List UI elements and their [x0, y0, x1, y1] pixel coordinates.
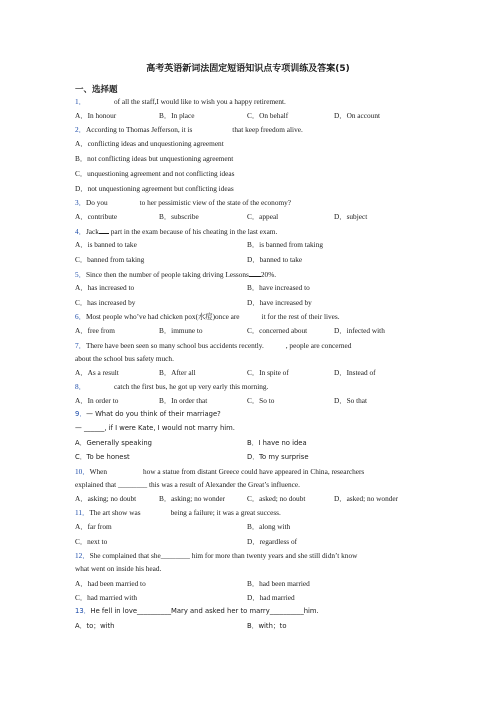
question-text: part in the exam because of his cheating in the last exam.	[110, 227, 278, 236]
option-b[interactable]: B．along with	[247, 522, 291, 531]
question-text: He fell in love__________Mary and asked her to marry__________him.	[90, 607, 319, 615]
option-b[interactable]: B．I have no idea	[247, 439, 307, 447]
question-number: 3．	[75, 198, 86, 207]
option-b[interactable]: B．subscribe	[159, 212, 199, 221]
option-c[interactable]: C．In spite of	[247, 368, 289, 377]
question-number: 1．	[75, 97, 86, 106]
question-number: 9．	[75, 410, 87, 418]
question-number: 7．	[75, 341, 86, 350]
question-number: 11．	[75, 508, 90, 517]
answer-blank	[99, 226, 109, 234]
question-text-continued: explained that ________ this was a result of Alexander the Great’s influence.	[75, 480, 300, 489]
option-c[interactable]: C．next to	[75, 537, 108, 546]
option-a[interactable]: A．In honour	[75, 111, 117, 120]
question-8	[75, 382, 268, 391]
answer-blank	[249, 269, 261, 277]
question-text: catch the first bus, he got up very early this morning.	[113, 382, 269, 391]
question-10	[75, 467, 364, 476]
question-number: 12．	[75, 551, 90, 560]
question-text: The art show was	[89, 508, 141, 517]
question-text: that keep freedom alive.	[232, 125, 303, 134]
option-c[interactable]: C．To be honest	[75, 453, 130, 461]
question-2	[75, 125, 303, 134]
question-13	[75, 607, 319, 616]
question-text: Jack	[85, 227, 99, 236]
question-text: Since then the number of people taking driving Lessons	[85, 270, 249, 279]
option-b[interactable]: B．In order that	[159, 396, 208, 405]
question-number: 5．	[75, 270, 86, 279]
option-d[interactable]: D．infected with	[334, 326, 385, 335]
option-a[interactable]: A．to；with	[75, 622, 115, 630]
question-text-continued: about the school bus safety much.	[75, 354, 174, 363]
question-text: being a failure; it was a great success.	[170, 508, 281, 517]
option-a[interactable]: A．far from	[75, 522, 112, 531]
question-number: 13．	[75, 607, 91, 615]
option-a[interactable]: A．asking; no doubt	[75, 494, 137, 503]
question-text: , people are concerned	[285, 341, 352, 350]
option-d[interactable]: D．Instead of	[334, 368, 376, 377]
question-9	[75, 410, 221, 419]
question-7	[75, 341, 351, 350]
option-b[interactable]: B．with；to	[247, 622, 287, 630]
question-text: According to Thomas Jefferson, it is	[85, 125, 193, 134]
option-a[interactable]: A．is banned to take	[75, 240, 137, 249]
question-text: Most people who’ve had chicken pox(水痘)once are	[85, 312, 240, 321]
option-d[interactable]: D．have increased by	[247, 298, 312, 307]
question-text: Do you	[85, 198, 108, 207]
document-title: 高考英语新词法固定短语知识点专项训练及答案(5)	[146, 64, 350, 74]
option-a[interactable]: A．In order to	[75, 396, 119, 405]
option-d[interactable]: D．So that	[334, 396, 368, 405]
question-6	[75, 312, 340, 321]
option-b[interactable]: B．immune to	[159, 326, 203, 335]
option-b[interactable]: B．had been married	[247, 579, 310, 588]
option-d[interactable]: D．subject	[334, 212, 368, 221]
option-a[interactable]: A．contribute	[75, 212, 118, 221]
question-text: to her pessimistic view of the state of the economy?	[139, 198, 292, 207]
section-heading: 一、选择题	[75, 85, 118, 95]
option-a[interactable]: A．free from	[75, 326, 115, 335]
option-d[interactable]: D．regardless of	[247, 537, 298, 546]
question-11	[75, 508, 281, 517]
option-c[interactable]: C．asked; no doubt	[247, 494, 306, 503]
question-number: 6．	[75, 312, 86, 321]
question-text-continued: what went on inside his head.	[75, 564, 162, 573]
option-a[interactable]: A．conflicting ideas and unquestioning agreement	[75, 139, 224, 148]
question-number: 4．	[75, 227, 86, 236]
option-b[interactable]: B．not conflicting ideas but unquestioning agreement	[75, 154, 234, 163]
option-c[interactable]: C．On behalf	[247, 111, 289, 120]
question-text: of all the staff,I would like to wish you a happy retirement.	[113, 97, 286, 106]
question-1	[75, 97, 286, 106]
option-c[interactable]: C．unquestioning agreement and not conflicting ideas	[75, 169, 235, 178]
question-5	[75, 269, 276, 279]
option-c[interactable]: C．appeal	[247, 212, 279, 221]
question-number: 8．	[75, 382, 86, 391]
option-b[interactable]: B．After all	[159, 368, 196, 377]
option-b[interactable]: B．have increased to	[247, 283, 310, 292]
option-d[interactable]: D．asked; no wonder	[334, 494, 399, 503]
option-a[interactable]: A．had been married to	[75, 579, 146, 588]
question-text: When	[89, 467, 108, 476]
option-d[interactable]: D．To my surprise	[247, 453, 309, 461]
question-3	[75, 198, 291, 207]
question-number: 2．	[75, 125, 86, 134]
question-text: She complained that she________ him for more than twenty years and she still didn’t know	[89, 551, 358, 560]
option-b[interactable]: B．is banned from taking	[247, 240, 323, 249]
option-b[interactable]: B．In place	[159, 111, 195, 120]
option-a[interactable]: A．Generally speaking	[75, 439, 152, 447]
option-a[interactable]: A．As a result	[75, 368, 119, 377]
question-number: 10．	[75, 467, 90, 476]
option-d[interactable]: D．banned to take	[247, 255, 303, 264]
question-12	[75, 551, 357, 560]
option-c[interactable]: C．So to	[247, 396, 275, 405]
question-text: 20%.	[260, 270, 277, 279]
question-text: it for the rest of their lives.	[261, 312, 340, 321]
question-text: how a statue from distant Greece could have appeared in China, researchers	[143, 467, 365, 476]
option-d[interactable]: D．had married	[247, 593, 295, 602]
option-c[interactable]: C．concerned about	[247, 326, 308, 335]
option-d[interactable]: D．On account	[334, 111, 380, 120]
option-c[interactable]: C．had married with	[75, 593, 138, 602]
question-text: There have been seen so many school bus accidents recently.	[85, 341, 264, 350]
question-text: — What do you think of their marriage?	[86, 410, 221, 418]
question-text-continued: — ______, if I were Kate, I would not marry him.	[75, 424, 235, 432]
option-c[interactable]: C．banned from taking	[75, 255, 145, 264]
option-d[interactable]: D．not unquestioning agreement but conflicting ideas	[75, 184, 234, 193]
option-c[interactable]: C．has increased by	[75, 298, 136, 307]
option-a[interactable]: A．has increased to	[75, 283, 135, 292]
question-4	[75, 226, 277, 236]
option-b[interactable]: B．asking; no wonder	[159, 494, 226, 503]
